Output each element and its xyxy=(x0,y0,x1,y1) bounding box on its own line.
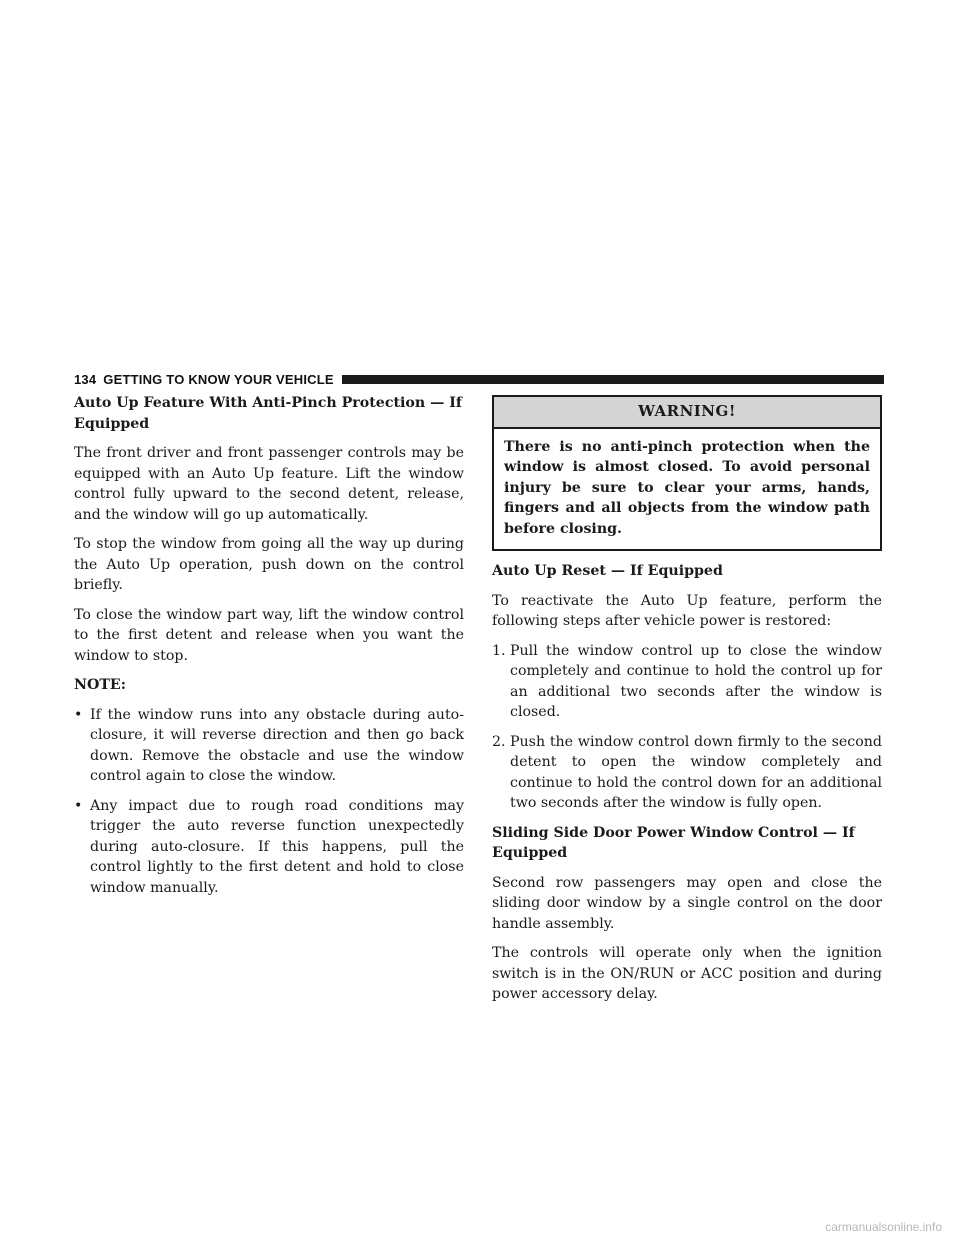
paragraph: To reactivate the Auto Up feature, perform the following steps after vehicle power is restored: xyxy=(492,592,882,629)
step-text: Pull the window control up to close the window completely and continue to hold the control up for an additional two seconds after the window is closed. xyxy=(510,642,882,720)
warning-title: WARNING! xyxy=(494,397,880,429)
auto-up-heading: Auto Up Feature With Anti-Pinch Protection — If Equipped xyxy=(74,395,462,432)
list-item-text: Any impact due to rough road conditions may trigger the auto reverse function unexpectedly during auto-closure. If this happens, pull the control lightly to the first detent and hold to close window manually. xyxy=(90,797,464,896)
header-rule xyxy=(342,375,884,384)
list-item xyxy=(74,796,464,899)
paragraph: To close the window part way, lift the window control to the first detent and release when you want the window to stop. xyxy=(74,606,464,664)
paragraph: To stop the window from going all the way up during the Auto Up operation, push down on the control briefly. xyxy=(74,536,464,593)
bullet-icon: • xyxy=(74,706,83,723)
note-list xyxy=(74,705,464,899)
list-item xyxy=(492,641,882,723)
warning-body: There is no anti-pinch protection when the window is almost closed. To avoid personal injury be sure to clear your arms, hands, fingers and all objects from the window path before closing. xyxy=(504,438,870,537)
sliding-door-heading: Sliding Side Door Power Window Control — If Equipped xyxy=(492,824,855,861)
note-label: NOTE: xyxy=(74,677,126,693)
step-number: 2. xyxy=(492,733,506,750)
left-column xyxy=(74,393,464,907)
list-item xyxy=(492,732,882,814)
warning-box xyxy=(492,395,882,551)
step-text: Push the window control down firmly to the second detent to open the window completely and continue to hold the control down for an additional two seconds after the window is fully open. xyxy=(510,733,882,811)
reset-steps xyxy=(492,641,882,814)
step-number: 1. xyxy=(492,642,506,659)
paragraph: The controls will operate only when the ignition switch is in the ON/RUN or ACC position and during power accessory delay. xyxy=(492,945,882,1002)
watermark: carmanualsonline.info xyxy=(825,1220,942,1234)
paragraph: Second row passengers may open and close the sliding door window by a single control on the door handle assembly. xyxy=(492,874,882,932)
paragraph: The front driver and front passenger controls may be equipped with an Auto Up feature. Lift the window control fully upward to the second detent, release, and the window will go up automatically. xyxy=(74,445,464,523)
list-item-text: If the window runs into any obstacle during auto-closure, it will reverse direction and then go back down. Remove the obstacle and use the window control again to close the window. xyxy=(90,706,464,784)
bullet-icon: • xyxy=(74,797,83,814)
auto-up-reset-heading: Auto Up Reset — If Equipped xyxy=(492,563,723,579)
page-header xyxy=(74,369,884,389)
right-column xyxy=(492,393,882,1014)
section-title: GETTING TO KNOW YOUR VEHICLE xyxy=(103,371,334,387)
page-number: 134 xyxy=(74,371,97,387)
list-item xyxy=(74,705,464,787)
